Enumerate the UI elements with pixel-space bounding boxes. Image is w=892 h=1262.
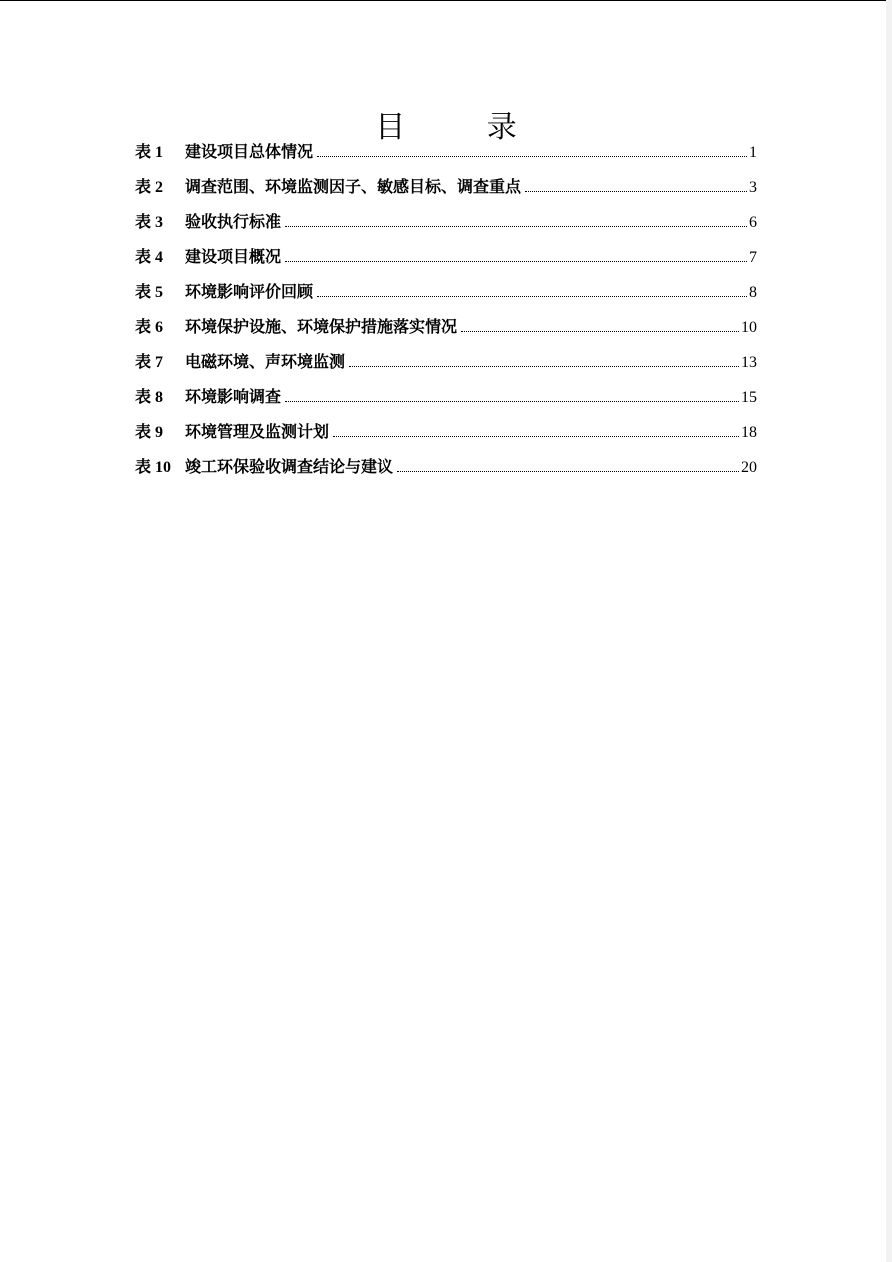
toc-dot-leader (349, 365, 739, 367)
toc-entry[interactable] (135, 204, 757, 239)
toc-entry-title[interactable]: 电磁环境、声环境监测 (185, 352, 346, 371)
toc-dot-leader (285, 400, 739, 402)
toc-entry-label: 表 2 (135, 179, 164, 196)
toc-dot-leader (333, 435, 739, 437)
toc-entry[interactable] (135, 414, 757, 449)
toc-entry-page[interactable]: 6 (749, 214, 757, 231)
page-title: 目 录 (375, 110, 553, 146)
toc-entry-title[interactable]: 环境管理及监测计划 (185, 422, 330, 441)
page-top-border (0, 0, 892, 1)
toc-entry-title[interactable]: 环境影响调查 (185, 387, 282, 406)
toc-dot-leader (525, 190, 747, 192)
toc-dot-leader (397, 470, 739, 472)
table-of-contents (135, 134, 757, 484)
toc-entry[interactable] (135, 274, 757, 309)
toc-entry-title[interactable]: 竣工环保验收调查结论与建议 (185, 457, 394, 476)
toc-entry-title[interactable]: 验收执行标准 (185, 212, 282, 231)
toc-entry-title[interactable]: 环境影响评价回顾 (185, 282, 314, 301)
toc-dot-leader (285, 225, 747, 227)
toc-entry-label: 表 10 (135, 459, 172, 476)
toc-entry-title[interactable]: 建设项目总体情况 (185, 142, 314, 161)
toc-entry-title[interactable]: 调查范围、环境监测因子、敏感目标、调查重点 (185, 177, 522, 196)
toc-entry-label: 表 3 (135, 214, 164, 231)
toc-entry-page[interactable]: 1 (749, 144, 757, 161)
toc-entry-title[interactable]: 建设项目概况 (185, 247, 282, 266)
toc-entry-page[interactable]: 18 (741, 424, 757, 441)
toc-entry-title[interactable]: 环境保护设施、环境保护措施落实情况 (185, 317, 458, 336)
toc-entry-label: 表 5 (135, 284, 164, 301)
toc-entry-label: 表 4 (135, 249, 164, 266)
toc-entry-page[interactable]: 10 (741, 319, 757, 336)
toc-entry[interactable] (135, 134, 757, 169)
toc-entry-page[interactable]: 13 (741, 354, 757, 371)
toc-entry-label: 表 9 (135, 424, 164, 441)
toc-entry-page[interactable]: 15 (741, 389, 757, 406)
toc-entry-label: 表 1 (135, 144, 164, 161)
toc-entry-page[interactable]: 3 (749, 179, 757, 196)
toc-entry[interactable] (135, 309, 757, 344)
toc-entry[interactable] (135, 379, 757, 414)
toc-dot-leader (317, 295, 747, 297)
toc-dot-leader (461, 330, 739, 332)
toc-entry-label: 表 7 (135, 354, 164, 371)
toc-dot-leader (285, 260, 747, 262)
toc-entry[interactable] (135, 344, 757, 379)
toc-entry[interactable] (135, 449, 757, 484)
toc-entry-label: 表 8 (135, 389, 164, 406)
toc-entry-page[interactable]: 20 (741, 459, 757, 476)
toc-entry-page[interactable]: 7 (749, 249, 757, 266)
toc-entry-page[interactable]: 8 (749, 284, 757, 301)
toc-entry[interactable] (135, 239, 757, 274)
toc-dot-leader (317, 155, 747, 157)
page-right-edge (886, 0, 892, 1262)
toc-entry-label: 表 6 (135, 319, 164, 336)
toc-entry[interactable] (135, 169, 757, 204)
